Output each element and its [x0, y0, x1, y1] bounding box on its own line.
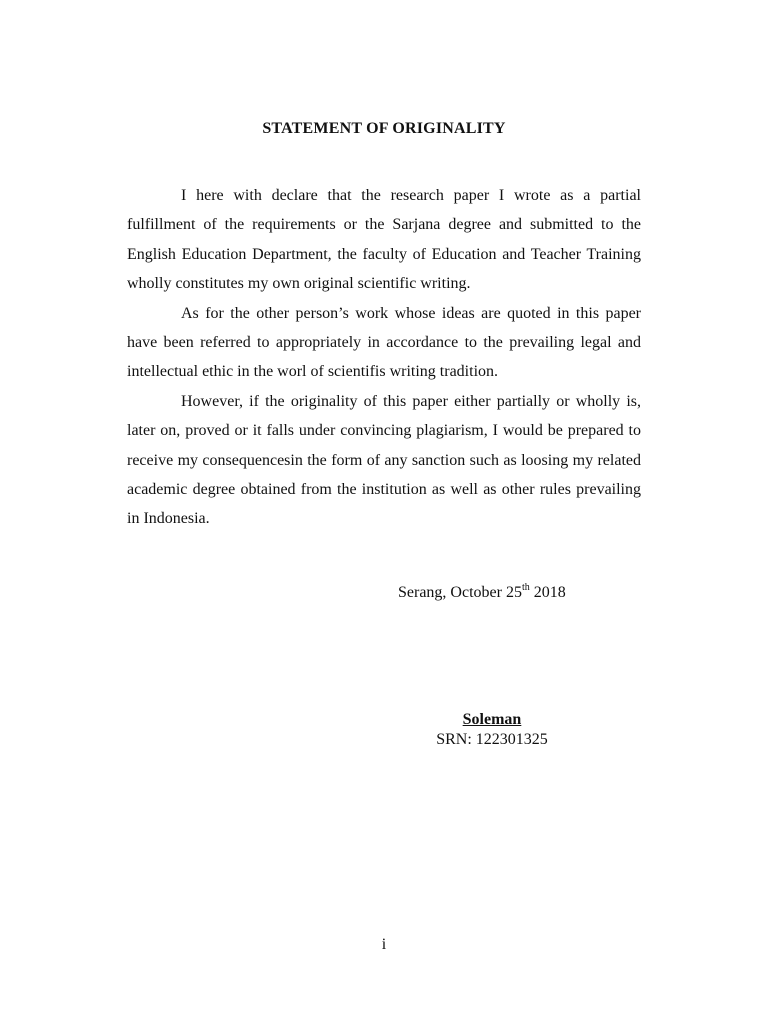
document-body: [127, 181, 641, 534]
paragraph-declaration: I here with declare that the research paper I wrote as a partial fulfillment of the requirements or the Sarjana degree and submitted to the English Education Department, the faculty of Education and Teacher Training wholly constitutes my own original scientific writing.: [127, 187, 641, 293]
date-ordinal-suffix: th: [521, 581, 530, 593]
page-number: i: [381, 936, 387, 953]
place-date-year: 2018: [529, 584, 566, 601]
document-title: STATEMENT OF ORIGINALITY: [262, 120, 506, 137]
place-date: [398, 581, 566, 602]
student-registration-number: SRN: 122301325: [436, 731, 548, 748]
place-date-prefix: Serang, October 25: [398, 584, 522, 601]
signature-block: [400, 710, 584, 750]
signatory-name: Soleman: [462, 711, 522, 728]
paragraph-plagiarism: However, if the originality of this paper either partially or wholly is, later on, proved or it falls under convincing plagiarism, I would be prepared to receive my consequencesin the form of any sanction such as loosing my related academic degree obtained from the institution as well as other rules prevailing in Indonesia.: [127, 392, 641, 528]
paragraph-citations: As for the other person’s work whose ideas are quoted in this paper have been referred to appropriately in accordance to the prevailing legal and intellectual ethic in the worl of scientifis writing tradition.: [127, 304, 641, 381]
